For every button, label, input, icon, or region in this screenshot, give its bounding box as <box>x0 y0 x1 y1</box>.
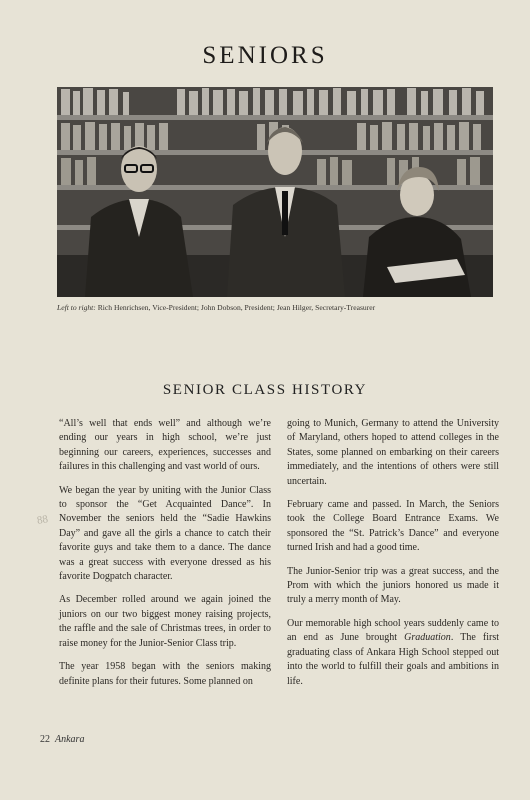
page-title: SENIORS <box>202 42 328 69</box>
paragraph: “All’s well that ends well” and although we’re ending our years in high school, we’re just beginning our careers, experiences, successes and failures in this challenging and vast world of ours. <box>59 418 271 473</box>
emphasized-word: Graduation <box>404 632 451 644</box>
paragraph: February came and passed. In March, the Seniors took the College Board Entrance Exams. We sponsored the “St. Patrick’s Dance” and everyone turned Irish and had a good time. <box>287 499 499 554</box>
page-number: 22 <box>40 734 50 745</box>
margin-pencil-mark: 88 <box>36 513 49 527</box>
photo-caption <box>57 303 493 312</box>
officers-photo <box>57 87 493 297</box>
caption-lead: Left to right: <box>57 303 96 312</box>
text-run: Our memorable high school years suddenly came to an end as June brought <box>287 617 499 644</box>
section-heading: SENIOR CLASS HISTORY <box>162 382 368 398</box>
text-run: . The first graduating class of Ankara High School stepped out into the world to fulfill their goals and ambitions in life. <box>287 632 499 687</box>
paragraph: The year 1958 began with the seniors making definite plans for their futures. Some planned on <box>59 661 271 687</box>
paragraph: As December rolled around we again joined the juniors on our two biggest money raising projects, the raffle and the sale of Christmas trees, in order to raise money for the Junior-Senior Class trip. <box>59 594 271 649</box>
caption-names: Rich Henrichsen, Vice-President; John Dobson, President; Jean Hilger, Secretary-Treasurer <box>95 303 376 312</box>
paragraph: The Junior-Senior trip was a great success, and the Prom with which the juniors honored us made it truly a merry month of May. <box>287 565 499 606</box>
paragraph: going to Munich, Germany to attend the University of Maryland, others hoped to attend colleges in the States, some planned on embarking on their careers immediately, and the intentions of others were still uncertain. <box>287 418 499 487</box>
right-column <box>287 417 499 698</box>
left-column <box>59 417 271 698</box>
page-footer <box>40 734 84 745</box>
paragraph: We began the year by uniting with the Junior Class to sponsor the “Get Acquainted Dance”. In November the seniors held the “Sadie Hawkins Day” and gave all the girls a chance to catch their favorite guys and take them to a dance. The dance was a great success with everyone dressed as his favorite Dogpatch character. <box>59 484 271 583</box>
publication-name: Ankara <box>55 734 85 745</box>
paragraph <box>287 617 499 689</box>
